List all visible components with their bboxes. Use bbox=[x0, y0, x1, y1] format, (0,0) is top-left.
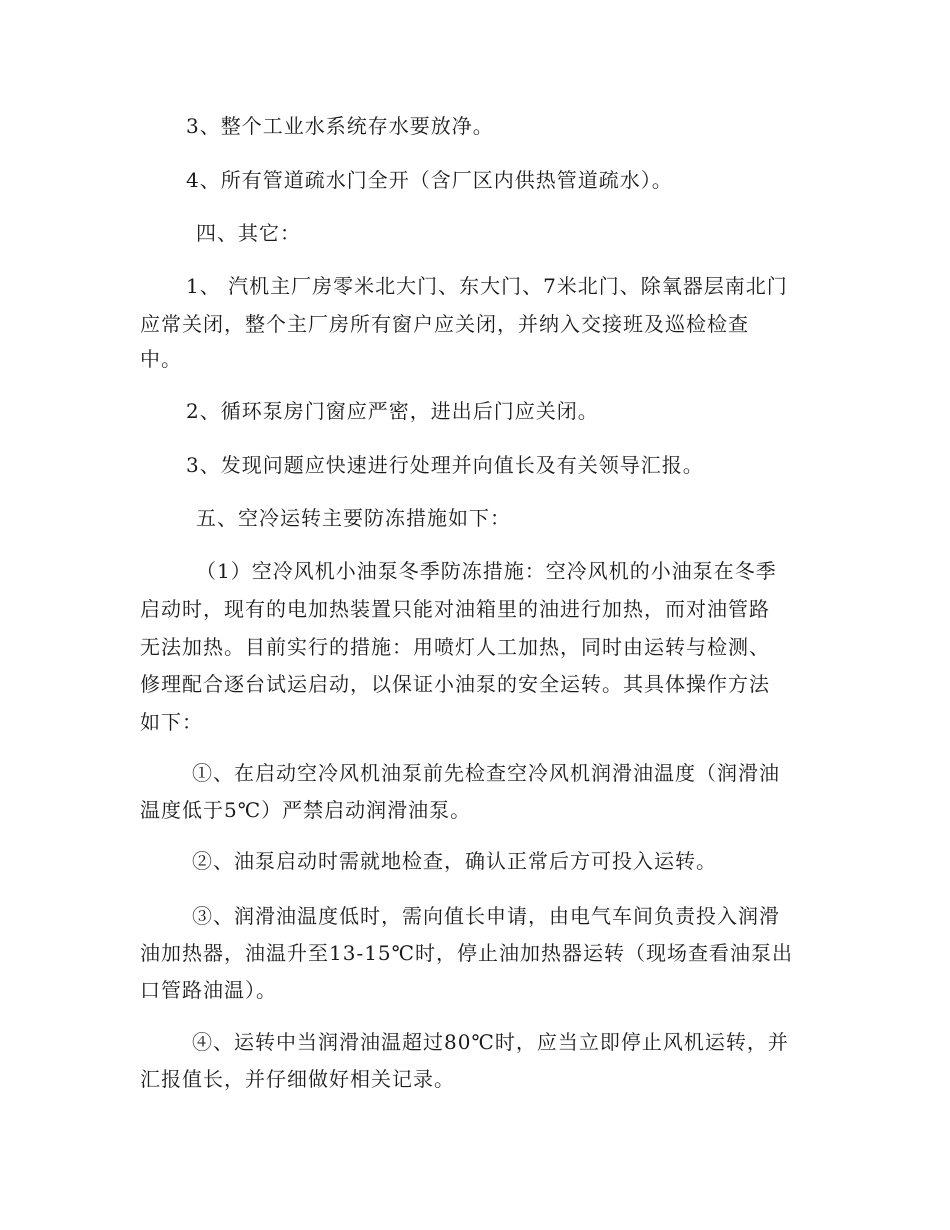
text-line: 4、所有管道疏水门全开（含厂区内供热管道疏水）。 bbox=[186, 168, 673, 192]
text-line: 油加热器，油温升至13-15℃时，停止油加热器运转（现场查看油泵出 bbox=[140, 941, 794, 965]
section-heading: 四、其它： bbox=[196, 221, 301, 245]
text-line: ④、运转中当润滑油温超过80℃时，应当立即停止风机运转，并 bbox=[192, 1030, 789, 1054]
text-line: ③、润滑油温度低时，需向值长申请，由电气车间负责投入润滑 bbox=[192, 904, 780, 928]
text-line: ②、油泵启动时需就地检查，确认正常后方可投入运转。 bbox=[192, 849, 717, 873]
text-line: 2、循环泵房门窗应严密，进出后门应关闭。 bbox=[186, 399, 599, 423]
text-line: 温度低于5℃）严禁启动润滑油泵。 bbox=[140, 798, 472, 822]
text-line: 3、发现问题应快速进行处理并向值长及有关领导汇报。 bbox=[186, 453, 704, 477]
text-line: 应常关闭，整个主厂房所有窗户应关闭，并纳入交接班及巡检检查 bbox=[140, 312, 749, 336]
text-line: 启动时，现有的电加热装置只能对油箱里的油进行加热，而对油管路 bbox=[140, 597, 770, 621]
text-line: 汇报值长，并仔细做好相关记录。 bbox=[140, 1067, 455, 1091]
text-line: 1、 汽机主厂房零米北大门、东大门、7米北门、除氧器层南北门 bbox=[186, 274, 788, 298]
text-line: 中。 bbox=[140, 347, 182, 371]
text-line: ①、在启动空冷风机油泵前先检查空冷风机润滑油温度（润滑油 bbox=[192, 761, 780, 785]
text-line: （1）空冷风机小油泵冬季防冻措施：空冷风机的小油泵在冬季 bbox=[196, 559, 777, 583]
text-line: 3、整个工业水系统存水要放净。 bbox=[186, 114, 494, 138]
section-heading: 五、空冷运转主要防冻措施如下： bbox=[196, 506, 511, 530]
text-line: 修理配合逐台试运启动，以保证小油泵的安全运转。其具体操作方法 bbox=[140, 672, 770, 696]
text-line: 如下： bbox=[140, 710, 203, 734]
text-line: 口管路油温）。 bbox=[140, 978, 277, 1002]
text-line: 无法加热。目前实行的措施：用喷灯人工加热，同时由运转与检测、 bbox=[140, 635, 770, 659]
